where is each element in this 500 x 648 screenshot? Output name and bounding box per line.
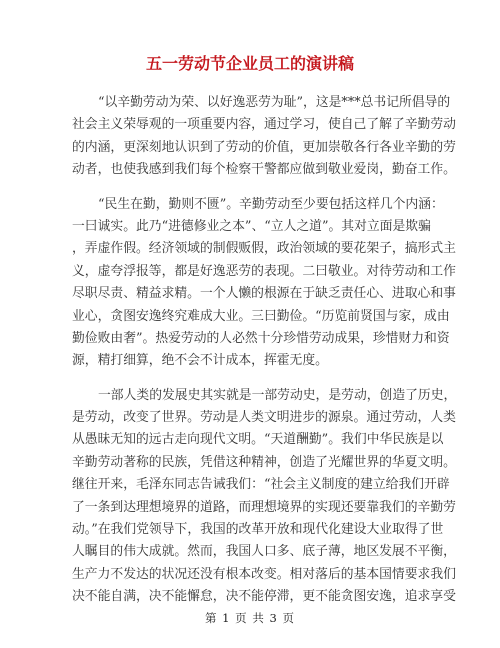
paragraph-line: “民生在勤，勤则不匮”。辛勤劳动至少要包括这样几个内涵： — [98, 196, 444, 212]
paragraph-gap — [72, 373, 430, 385]
paragraph-line: 的内涵，更深刻地认识到了劳动的价值，更加崇敬各行各业辛勤的劳 — [72, 139, 456, 155]
paragraph-gap — [72, 182, 430, 194]
paragraph-line: 动。”在我们党领导下，我国的改革开放和现代化建设大业取得了世 — [72, 522, 444, 538]
paragraph-line: 决不能自满，决不能懈怠，决不能停滞，更不能贪图安逸，追求享受 — [72, 589, 456, 605]
paragraph — [72, 385, 457, 609]
paragraph-line: 辛勤劳动著称的民族，凭借这种精神，创造了光耀世界的华夏文明。 — [72, 454, 456, 470]
paragraph-line: 业心，贪图安逸终究难成大业。三曰勤俭。“历览前贤国与家，成由 — [72, 308, 450, 324]
paragraph-line: 义，虚夸浮报等，都是好逸恶劳的表现。二曰敬业。对待劳动和工作 — [72, 263, 456, 279]
paragraph-line: “以辛勤劳动为荣、以好逸恶劳为耻”，这是***总书记所倡导的 — [98, 95, 451, 110]
paragraph-line: 了一条到达理想境界的道路，而理想境界的实现还要靠我们的辛勤劳 — [72, 499, 456, 515]
document-title: 五一劳动节企业员工的演讲稿 — [145, 54, 354, 73]
paragraph-line: 生产力不发达的状况还没有根本改变。相对落后的基本国情要求我们 — [72, 566, 456, 582]
paragraph-line: 人瞩目的伟大成就。然而，我国人口多、底子薄，地区发展不平衡， — [72, 544, 456, 560]
paragraph-line: 勤俭败由奢”。热爱劳动的人必然十分珍惜劳动成果，珍惜财力和资 — [72, 330, 450, 346]
document-body — [72, 92, 457, 609]
paragraph-line: 动者，也使我感到我们每个检察干警都应做到敬业爱岗，勤奋工作。 — [72, 162, 456, 178]
paragraph-line: ，弄虚作假。经济领域的制假贩假，政治领域的要花架子，搞形式主 — [72, 241, 456, 257]
paragraph — [72, 92, 456, 182]
paragraph-line: 从愚昧无知的远古走向现代文明。“天道酬勤”。我们中华民族是以 — [72, 432, 444, 448]
paragraph-line: 继往开来，毛泽东同志告诫我们：“社会主义制度的建立给我们开辟 — [72, 477, 450, 493]
paragraph-line: 源，精打细算，绝不会不计成本，挥霍无度。 — [72, 353, 328, 369]
paragraph-line: 一曰诚实。此乃“进德修业之本”、“立人之道”。其对立面是欺骗 — [72, 218, 431, 234]
paragraph — [72, 194, 456, 373]
paragraph-line: 尽职尽责、精益求精。一个人懒的根源在于缺乏责任心、进取心和事 — [72, 286, 456, 302]
page-footer: 第 1 页 共 3 页 — [205, 611, 295, 625]
paragraph-line: 一部人类的发展史其实就是一部劳动史，是劳动，创造了历史， — [98, 387, 457, 403]
paragraph-line: 是劳动，改变了世界。劳动是人类文明进步的源泉。通过劳动，人类 — [72, 410, 456, 426]
paragraph-line: 社会主义荣辱观的一项重要内容，通过学习，使自己了解了辛勤劳动 — [72, 117, 456, 133]
